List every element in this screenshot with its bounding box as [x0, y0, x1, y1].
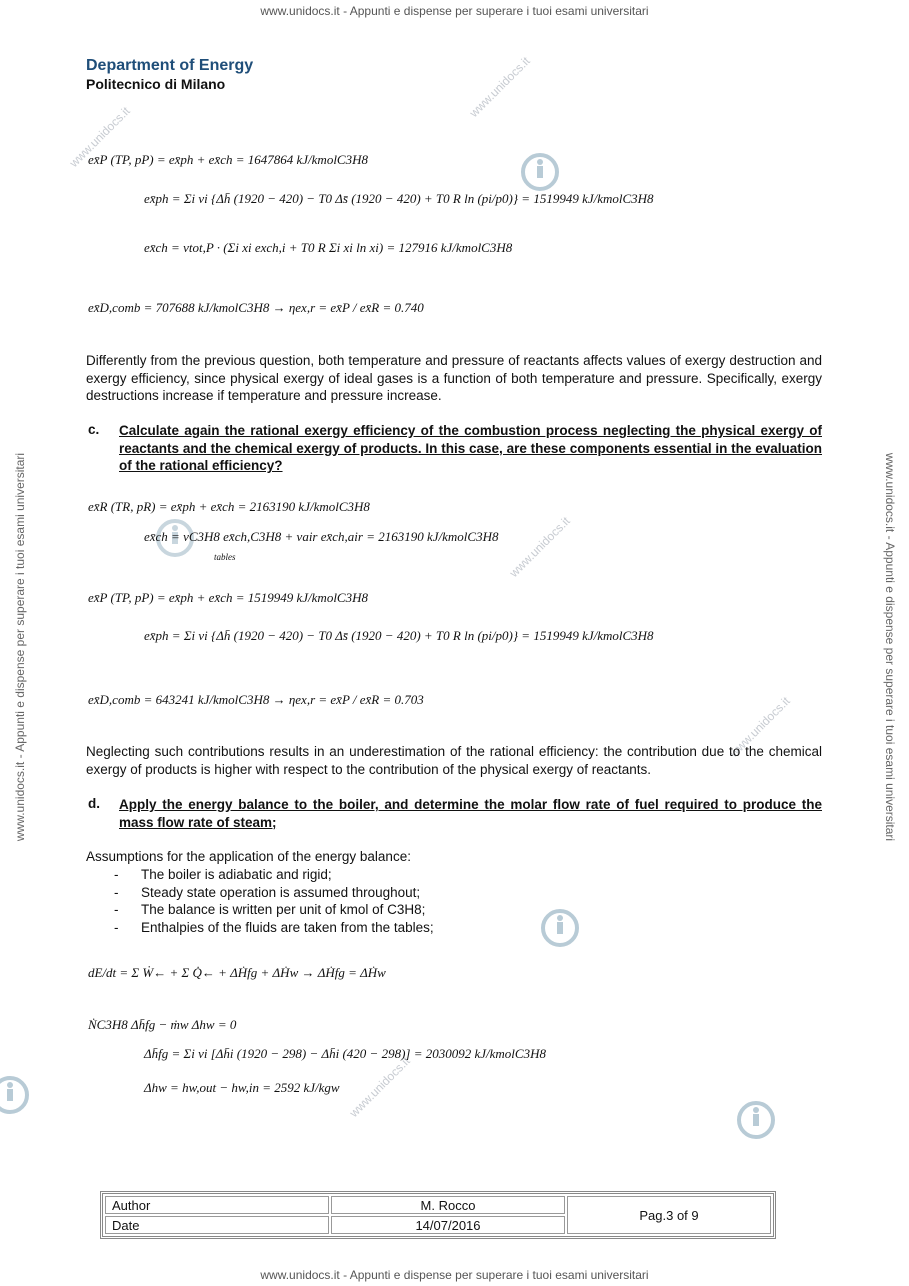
paragraph-discussion-1: Differently from the previous question, both temperature and pressure of reactants affects values of exergy destruction and exergy efficiency, since physical exergy of ideal gases is a function of both temperature and pressure. Specifically, exergy destructions increase if temperature and pressure increase. [86, 353, 822, 403]
tables-note: tables [214, 552, 236, 562]
equation-enthalpy-fg: Δh̄fg = Σi νi [Δh̄i (1920 − 298) − Δh̄i (420 − 298)] = 2030092 kJ/kmolC3H8 [144, 1046, 546, 1061]
department-name: Department of Energy [86, 57, 254, 74]
equation-energy-balance: dE/dt = Σ Ẇ← + Σ Q̇← + ΔḢfg + ΔḢw → ΔḢfg = ΔḢw [88, 965, 386, 980]
unidocs-logo-icon [520, 152, 560, 192]
unidocs-logo-icon [540, 908, 580, 948]
unidocs-logo-icon [0, 1075, 30, 1115]
author-label: Author [105, 1196, 329, 1214]
watermark-diagonal: www.unidocs.it [726, 693, 793, 761]
footer-table [103, 1194, 773, 1236]
watermark-diagonal: www.unidocs.it [66, 103, 133, 171]
equation-exergy-reactants: ex̄R (TR, pR) = ex̄ph + ex̄ch = 2163190 kJ/kmolC3H8 [88, 499, 370, 514]
assumptions-list [114, 866, 434, 936]
equation-chemical-exergy: ex̄ch = νtot,P · (Σi xi exch,i + T0 R Σi xi ln xi) = 127916 kJ/kmolC3H8 [144, 240, 513, 255]
page-number: Pag.3 of 9 [567, 1196, 771, 1234]
list-item: - Enthalpies of the fluids are taken from the tables; [114, 919, 434, 935]
date-label: Date [105, 1216, 329, 1234]
document-footer [100, 1191, 776, 1239]
watermark-diagonal: www.unidocs.it [506, 513, 573, 581]
equation-molar-balance: ṄC3H8 Δh̄fg − ṁw Δhw = 0 [88, 1017, 237, 1032]
list-item: - The boiler is adiabatic and rigid; [114, 867, 332, 882]
equation-physical-exergy-c: ex̄ph = Σi νi {Δh̄ (1920 − 420) − T0 Δs̄ (1920 − 420) + T0 R ln (pi/p0)} = 1519949 kJ/kmolC3H8 [144, 628, 654, 643]
list-item: - Steady state operation is assumed throughout; [114, 884, 421, 900]
watermark-bottom: www.unidocs.it - Appunti e dispense per superare i tuoi esami universitari [260, 1268, 649, 1282]
page-header [86, 56, 253, 93]
institution-name: Politecnico di Milano [86, 76, 226, 92]
equation-physical-exergy: ex̄ph = Σi νi {Δh̄ (1920 − 420) − T0 Δs̄ (1920 − 420) + T0 R ln (pi/p0)} = 1519949 kJ/kmolC3H8 [144, 191, 654, 206]
equation-enthalpy-water: Δhw = hw,out − hw,in = 2592 kJ/kgw [144, 1080, 340, 1095]
question-c-label: c. [88, 422, 100, 437]
equation-exergy-products: ex̄P (TP, pP) = ex̄ph + ex̄ch = 1647864 kJ/kmolC3H8 [88, 152, 368, 167]
question-d-text: Apply the energy balance to the boiler, and determine the molar flow rate of fuel required to produce the mass flow rate of steam; [119, 797, 822, 830]
watermark-diagonal: www.unidocs.it [466, 53, 533, 121]
equation-chemical-exergy-reactants: ex̄ch = νC3H8 ex̄ch,C3H8 + νair ex̄ch,air = 2163190 kJ/kmolC3H8 [144, 529, 499, 544]
question-c-text: Calculate again the rational exergy efficiency of the combustion process neglecting the physical exergy of reactants and the chemical exergy of products. In this case, are these components essential in the evaluation of the rational efficiency? [119, 423, 822, 473]
paragraph-discussion-2: Neglecting such contributions results in an underestimation of the rational efficiency: the contribution due to the chemical exergy of products is higher with respect to the contribution of the physical exergy of reactants. [86, 744, 822, 777]
watermark-side-right: www.unidocs.it - Appunti e dispense per superare i tuoi esami universitari [883, 452, 897, 842]
watermark-side-left: www.unidocs.it - Appunti e dispense per superare i tuoi esami universitari [13, 452, 27, 842]
author-value: M. Rocco [331, 1196, 565, 1214]
watermark-diagonal: www.unidocs.it [346, 1053, 413, 1121]
equation-exergy-destruction: ex̄D,comb = 707688 kJ/kmolC3H8 → ηex,r = ex̄P / ex̄R = 0.740 [88, 300, 424, 315]
equation-exergy-destruction-c: ex̄D,comb = 643241 kJ/kmolC3H8 → ηex,r = ex̄P / ex̄R = 0.703 [88, 692, 424, 707]
watermark-top: www.unidocs.it - Appunti e dispense per superare i tuoi esami universitari [260, 4, 649, 18]
date-value: 14/07/2016 [331, 1216, 565, 1234]
equation-exergy-products-c: ex̄P (TP, pP) = ex̄ph + ex̄ch = 1519949 kJ/kmolC3H8 [88, 590, 368, 605]
list-item: - The balance is written per unit of kmol of C3H8; [114, 902, 426, 917]
question-d-label: d. [88, 796, 100, 811]
unidocs-logo-icon [736, 1100, 776, 1140]
assumptions-title: Assumptions for the application of the energy balance: [86, 849, 411, 864]
